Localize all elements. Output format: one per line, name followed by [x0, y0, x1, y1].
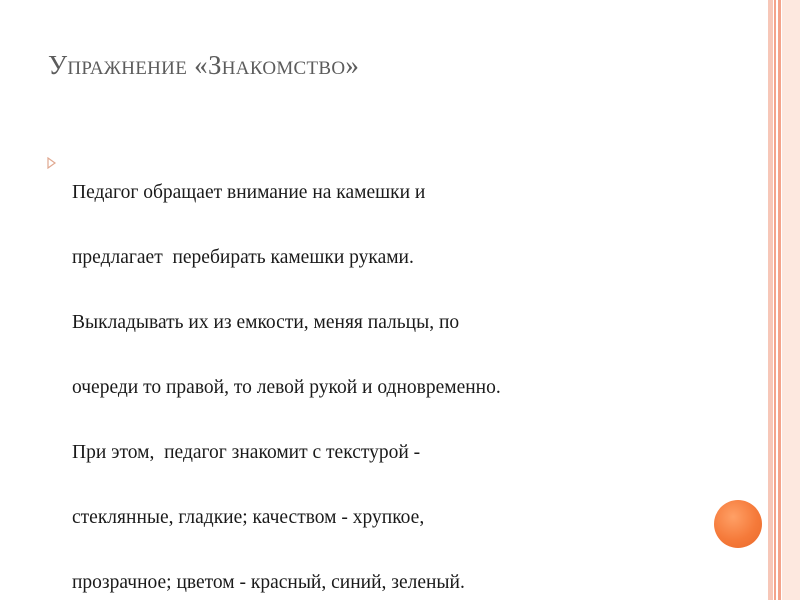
body-text-line: Педагог обращает внимание на камешки и — [72, 181, 426, 203]
decorative-stripe — [778, 0, 781, 600]
decorative-stripe — [768, 0, 773, 600]
body-text-line: очереди то правой, то левой рукой и одновременно. — [72, 376, 501, 398]
body-text-line: стеклянные, гладкие; качеством - хрупкое, — [72, 506, 425, 528]
decorative-stripe — [774, 0, 776, 600]
body-text-line: Выкладывать их из емкости, меняя пальцы, по — [72, 311, 460, 333]
slide-title: Упражнение «Знакомство» — [48, 50, 360, 80]
slide-body — [72, 144, 742, 600]
arrow-bullet-icon — [47, 157, 59, 169]
decorative-stripe — [782, 0, 800, 600]
decorative-orange-circle — [714, 500, 762, 548]
body-text-line: При этом, педагог знакомит с текстурой - — [72, 441, 421, 463]
body-text-line: предлагает перебирать камешки руками. — [72, 246, 414, 268]
body-text-line: прозрачное; цветом - красный, синий, зеленый. — [72, 571, 465, 593]
